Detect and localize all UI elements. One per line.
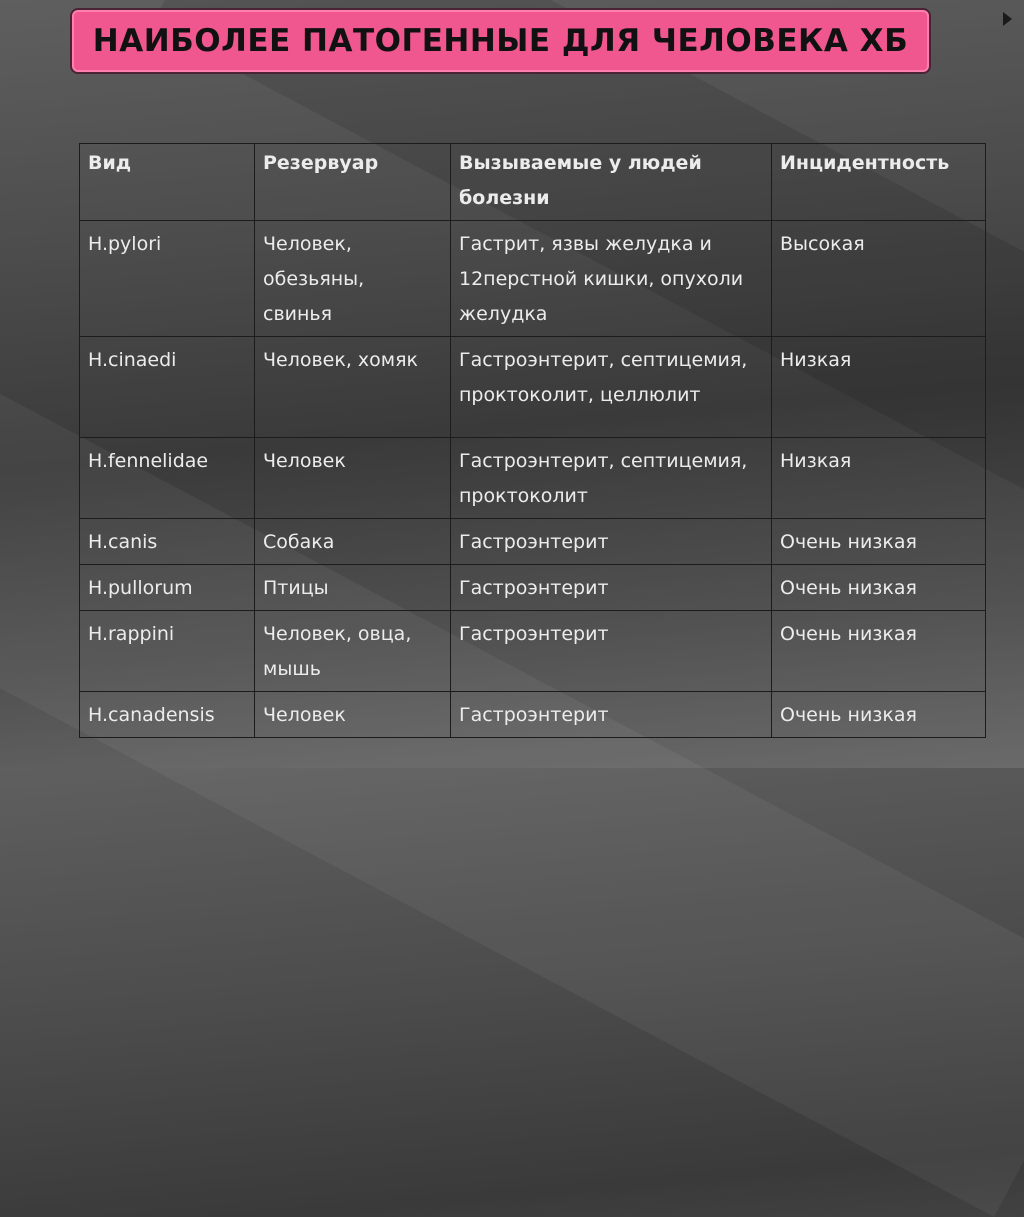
header-incidence: Инцидентность [772, 144, 986, 221]
cell-species: H.pylori [80, 221, 255, 337]
cell-incidence: Очень низкая [772, 611, 986, 692]
header-reservoir: Резервуар [255, 144, 451, 221]
page-title: НАИБОЛЕЕ ПАТОГЕННЫЕ ДЛЯ ЧЕЛОВЕКА ХБ [92, 23, 909, 59]
table-row [80, 519, 986, 565]
header-species: Вид [80, 144, 255, 221]
table-row [80, 692, 986, 738]
title-banner [72, 10, 929, 72]
cell-diseases: Гастроэнтерит [451, 519, 772, 565]
cell-species: H.pullorum [80, 565, 255, 611]
species-table [79, 143, 986, 738]
cell-reservoir: Человек, хомяк [255, 337, 451, 438]
cell-reservoir: Собака [255, 519, 451, 565]
table-row [80, 337, 986, 438]
cell-diseases: Гастроэнтерит [451, 565, 772, 611]
cell-reservoir: Человек, обезьяны, свинья [255, 221, 451, 337]
table-row [80, 565, 986, 611]
table-header-row [80, 144, 986, 221]
cell-species: H.canadensis [80, 692, 255, 738]
cell-diseases: Гастроэнтерит, септицемия, проктоколит, целлюлит [451, 337, 772, 438]
cell-reservoir: Птицы [255, 565, 451, 611]
cell-species: H.cinaedi [80, 337, 255, 438]
cell-incidence: Низкая [772, 438, 986, 519]
cell-reservoir: Человек [255, 692, 451, 738]
table-row [80, 438, 986, 519]
corner-arrow-icon [1003, 12, 1012, 26]
cell-incidence: Высокая [772, 221, 986, 337]
cell-species: H.fennelidae [80, 438, 255, 519]
table-row [80, 221, 986, 337]
cell-incidence: Низкая [772, 337, 986, 438]
cell-species: H.rappini [80, 611, 255, 692]
cell-diseases: Гастроэнтерит, септицемия, проктоколит [451, 438, 772, 519]
cell-incidence: Очень низкая [772, 519, 986, 565]
cell-reservoir: Человек, овца, мышь [255, 611, 451, 692]
cell-incidence: Очень низкая [772, 692, 986, 738]
table-row [80, 611, 986, 692]
cell-diseases: Гастроэнтерит [451, 692, 772, 738]
cell-incidence: Очень низкая [772, 565, 986, 611]
cell-species: H.canis [80, 519, 255, 565]
cell-diseases: Гастроэнтерит [451, 611, 772, 692]
cell-reservoir: Человек [255, 438, 451, 519]
header-diseases: Вызываемые у людей болезни [451, 144, 772, 221]
cell-diseases: Гастрит, язвы желудка и 12перстной кишки, опухоли желудка [451, 221, 772, 337]
